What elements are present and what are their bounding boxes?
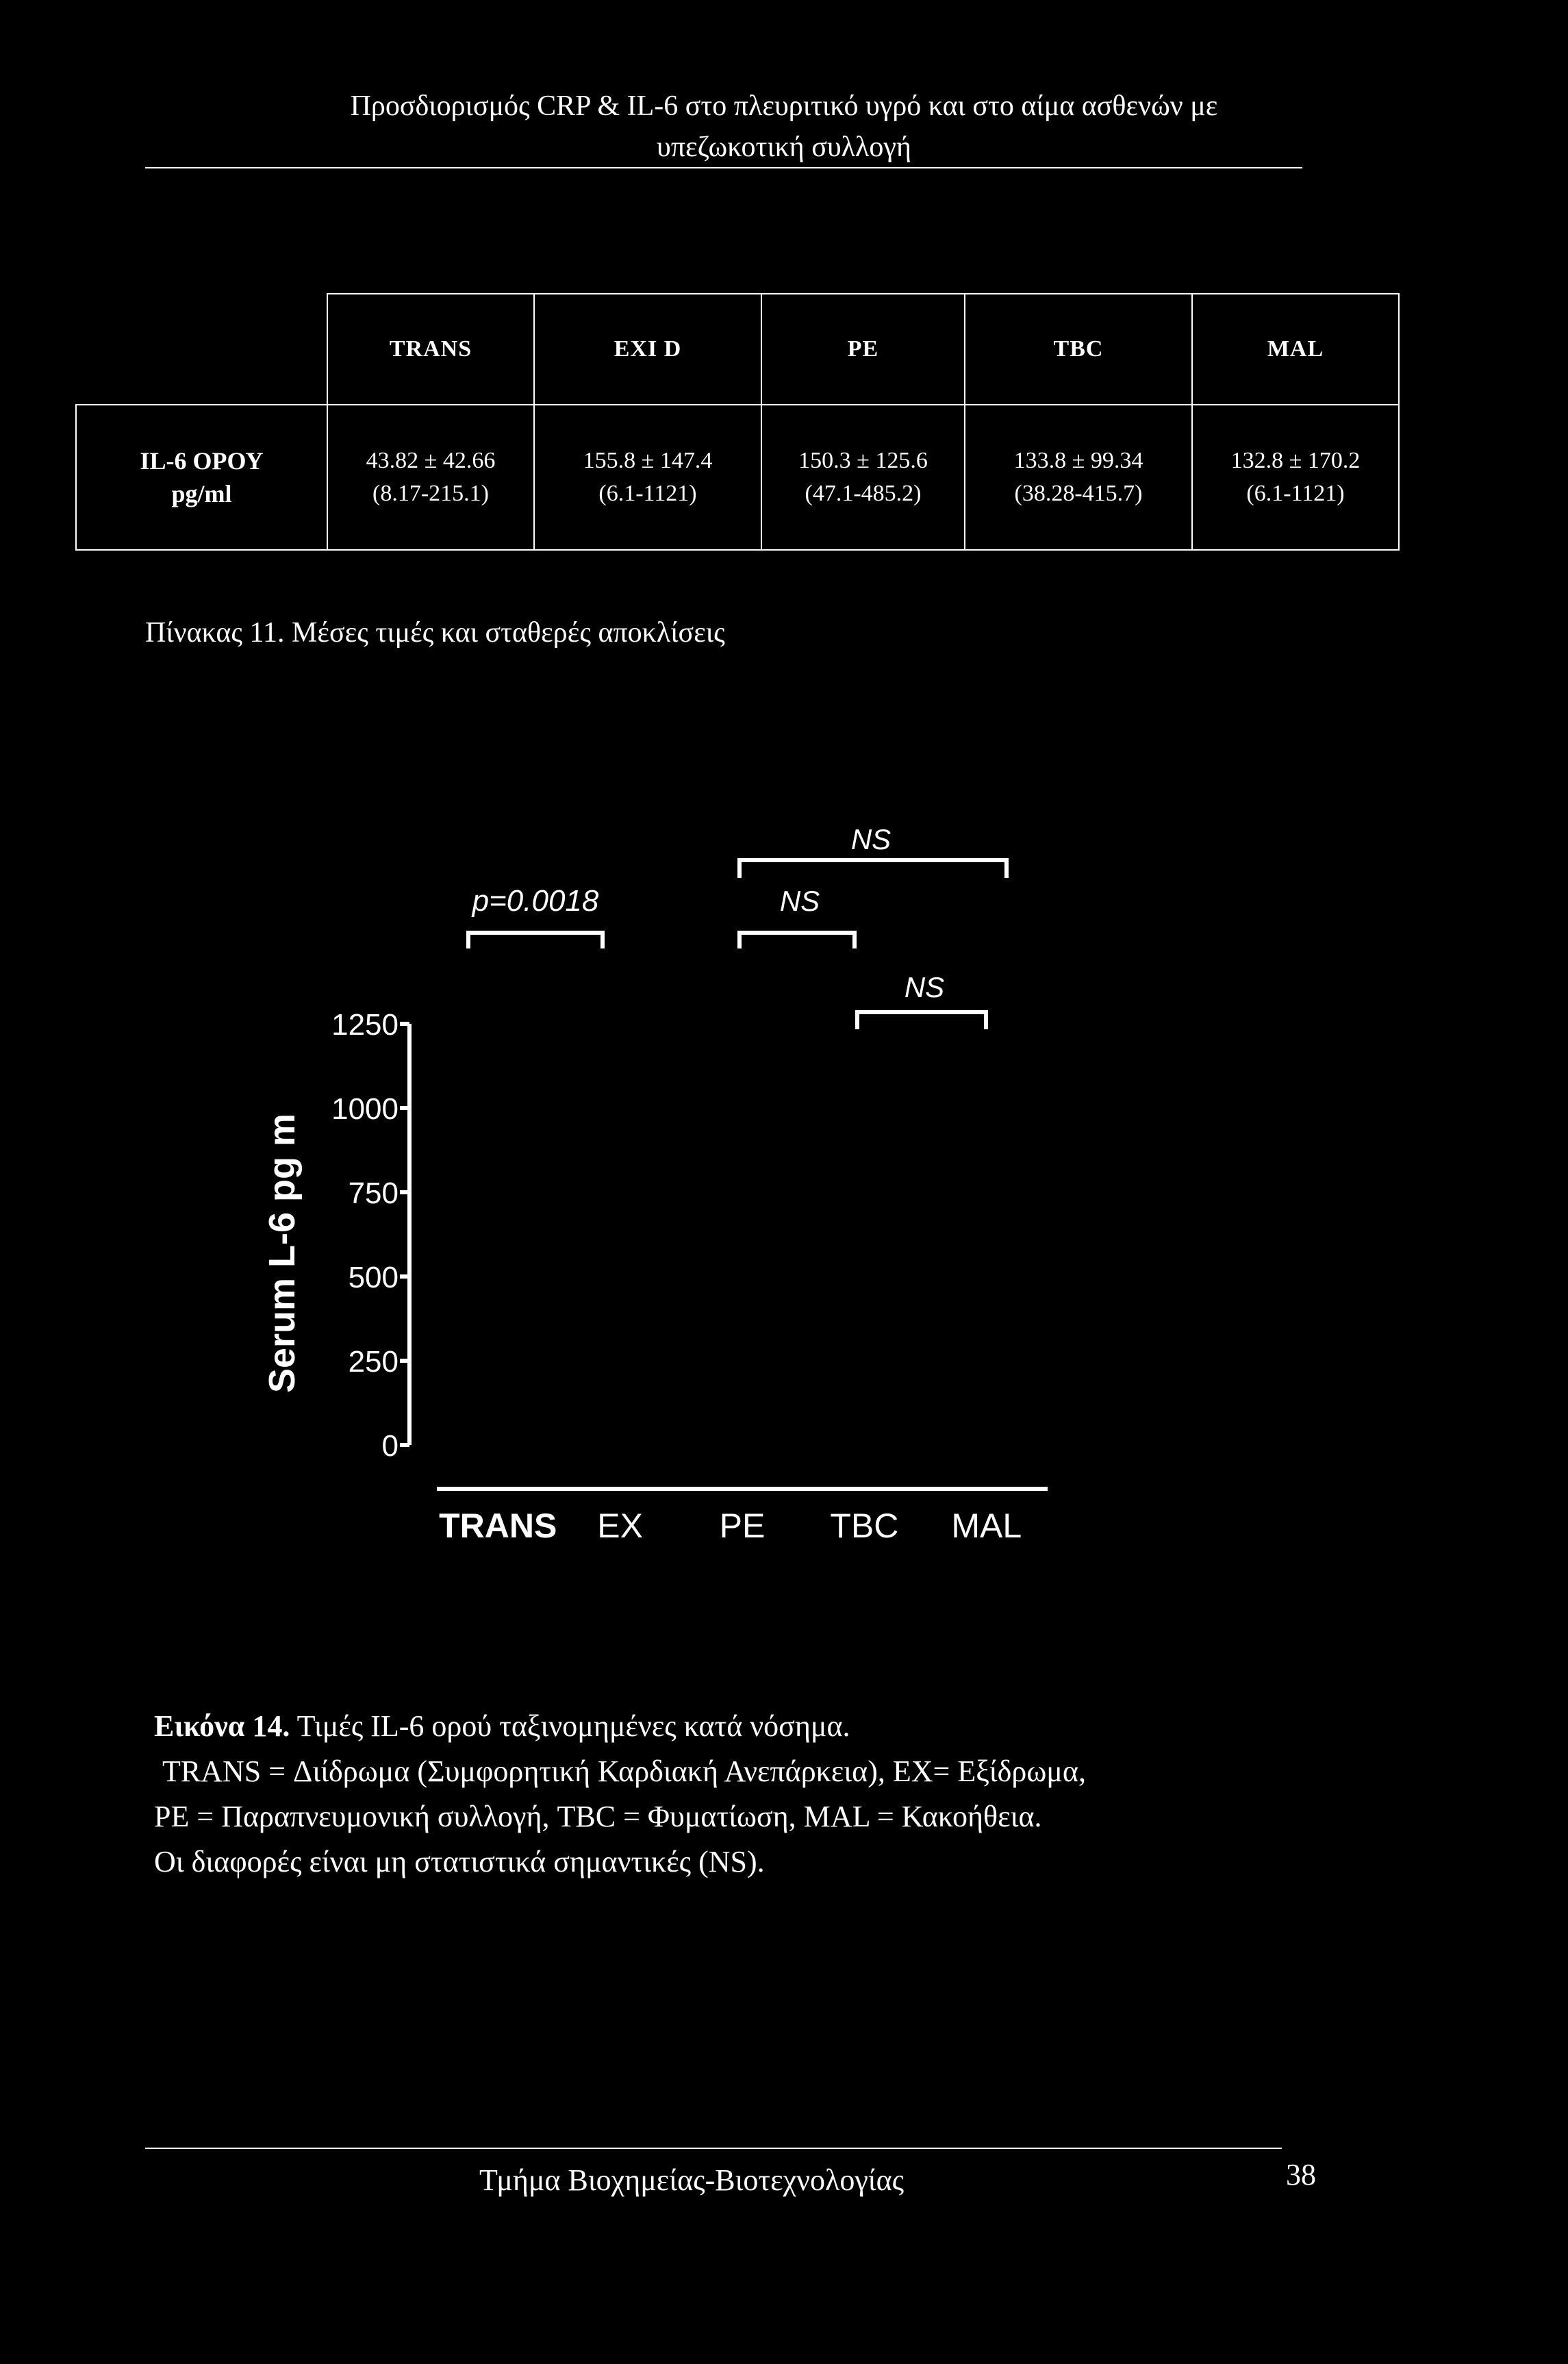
cell-range: (8.17-215.1) [372,481,489,506]
bracket-pe-mal [739,860,1007,878]
cell-mean-sd: 132.8 ± 170.2 [1230,448,1361,473]
bracket-trans-ex [468,933,603,948]
cell-range: (47.1-485.2) [805,481,922,506]
figure-caption-title: Τιμές IL-6 ορού ταξινομημένες κατά νόσημα. [296,1709,850,1743]
x-tick-label: TRANS [439,1507,557,1545]
y-tick-label: 500 [348,1261,399,1294]
annotation-ns-pe-mal: NS [850,823,892,855]
figure-caption [154,1704,1455,1885]
annotation-ns-pe-tbc: NS [779,885,820,917]
cell-mean-sd: 150.3 ± 125.6 [798,448,928,473]
y-axis-label: Serum L-6 pg m [262,1113,303,1394]
bracket-pe-tbc [739,933,855,948]
y-tick-label: 1250 [331,1008,399,1042]
x-tick-labels [439,1507,1022,1545]
x-tick-label: TBC [830,1507,899,1545]
cell-mean-sd: 155.8 ± 147.4 [583,448,713,473]
col-header-tbc: TBC [965,294,1192,405]
annotation-p-value: p=0.0018 [472,884,599,918]
y-tick-label: 750 [348,1177,399,1210]
figure-caption-line-3: PE = Παραπνευμονική συλλογή, TBC = Φυματίωση, MAL = Κακοήθεια. [154,1800,1042,1833]
x-tick-label: MAL [951,1507,1022,1545]
col-header-pe: PE [761,294,965,405]
col-header-trans: TRANS [327,294,534,405]
y-ticks [331,1008,409,1463]
y-tick-label: 0 [381,1429,399,1463]
cell-range: (38.28-415.7) [1014,481,1143,506]
row-header-line-2: pg/ml [171,480,232,507]
cell-mean-sd: 133.8 ± 99.34 [1013,448,1143,473]
y-tick-label: 250 [348,1345,399,1379]
col-header-mal: MAL [1192,294,1399,405]
header-line-1: Προσδιορισμός CRP & IL-6 στο πλευριτικό υγρό και στο αίμα ασθενών με [350,90,1218,122]
col-header-exid: EXI D [534,294,761,405]
x-tick-label: EX [597,1507,643,1545]
bracket-tbc-mal [857,1012,986,1029]
cell-range: (6.1-1121) [598,481,697,506]
figure-caption-title-line [154,1704,1455,1749]
annotation-ns-tbc-mal: NS [904,971,945,1003]
cell-range: (6.1-1121) [1246,481,1345,506]
y-tick-label: 1000 [331,1092,399,1126]
table-caption-text: Μέσες τιμές και σταθερές αποκλίσεις [292,617,725,649]
figure-caption-label: Εικόνα 14. [154,1709,290,1743]
row-header-line-1: IL-6 ΟΡΟΥ [140,447,264,475]
footer-department: Τμήμα Βιοχημείας-Βιοτεχνολογίας [479,2163,905,2197]
figure-caption-line-2: TRANS = Διίδρωμα (Συμφορητική Καρδιακή Ανεπάρκεια), EX= Εξίδρωμα, [162,1755,1086,1788]
cell-mean-sd: 43.82 ± 42.66 [366,448,496,473]
page-number: 38 [1286,2158,1316,2191]
footer-rule [145,2148,1282,2149]
x-tick-label: PE [719,1507,766,1545]
figure-caption-line-4: Οι διαφορές είναι μη στατιστικά σημαντικές (NS). [154,1845,765,1878]
table-caption-label: Πίνακας 11. [145,617,285,649]
header-line-2: υπεζωκοτική συλλογή [657,131,911,163]
